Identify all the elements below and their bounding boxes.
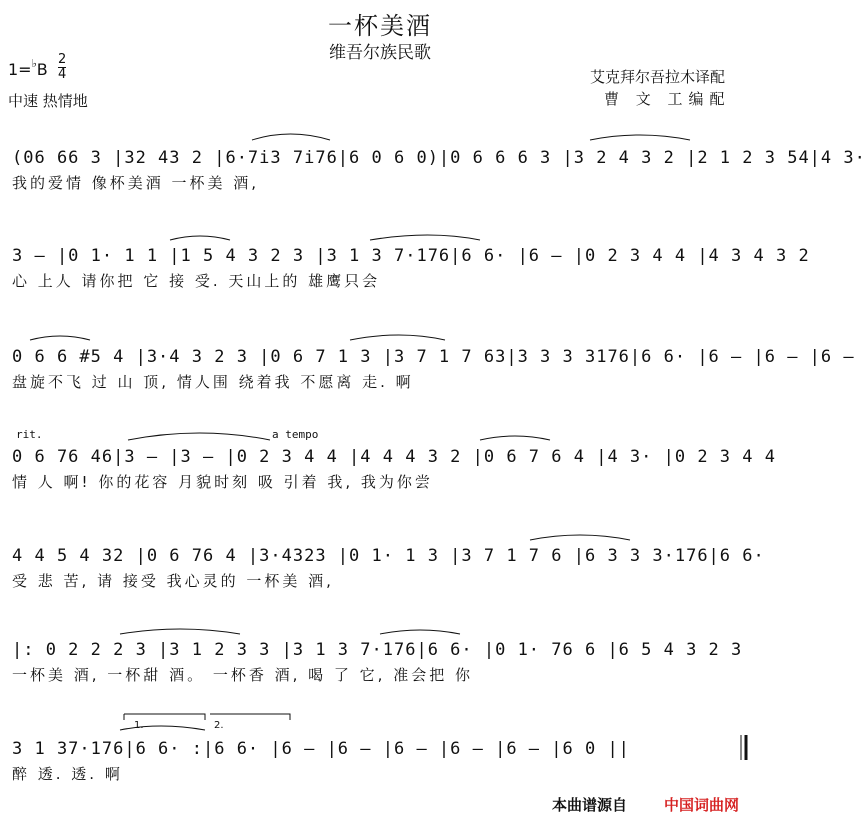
source-label: 本曲谱源自 [552,796,628,814]
notation-line: (06 66 3 |32 43 2 |6·7i3 7i76|6 0 6 0)|0 6 6 6 3 |3 2 4 3 2 |2 1 2 3 54|4 3· [12,148,866,168]
lyrics-line: 醉 透. 透. 啊 [12,765,123,783]
flat-sign: ♭ [31,57,37,70]
a-tempo-marking: a tempo [272,428,319,441]
svg-text:1.: 1. [134,720,144,731]
lyrics-line: 受 悲 苦, 请 接受 我心灵的 一杯美 酒, [12,572,334,590]
page-title: 一杯美酒 [328,12,432,40]
key-note: B [36,60,48,79]
credit-translator: 艾克拜尔吾拉木译配 [590,68,726,86]
notation-line: 4 4 5 4 32 |0 6 76 4 |3·4323 |0 1· 1 3 |3 7 1 7 6 |6 3 3 3·176|6 6· [12,546,765,566]
lyrics-line: 盘旋不飞 过 山 顶, 情人围 绕着我 不愿离 走. 啊 [12,373,414,391]
notation-line: 3 – |0 1· 1 1 |1 5 4 3 2 3 |3 1 3 7·176|6 6· |6 – |0 2 3 4 4 |4 3 4 3 2 [12,246,810,266]
meter-top: 2 [58,52,67,67]
notation-line: 0 6 6 #5 4 |3·4 3 2 3 |0 6 7 1 3 |3 7 1 7 63|3 3 3 3176|6 6· |6 – |6 – |6 – [12,347,855,367]
meter-bottom: 4 [58,67,67,82]
lyrics-line: 一杯美 酒, 一杯甜 酒。 一杯香 酒, 喝 了 它, 准会把 你 [12,666,473,684]
tempo-marking: 中速 热情地 [8,92,88,110]
notation-line: 0 6 76 46|3 – |3 – |0 2 3 4 4 |4 4 4 3 2 |0 6 7 6 4 |4 3· |0 2 3 4 4 [12,447,776,467]
notation-line: |: 0 2 2 2 3 |3 1 2 3 3 |3 1 3 7·176|6 6· |0 1· 76 6 |6 5 4 3 2 3 [12,640,748,661]
rit-marking: rit. [16,428,43,441]
source-site-link[interactable]: 中国词曲网 [664,796,740,814]
subtitle: 维吾尔族民歌 [329,43,431,63]
lyrics-line: 我的爱情 像杯美酒 一杯美 酒, [12,174,260,192]
credit-arranger: 曹 文 工编配 [604,90,731,108]
key-prefix: 1= [8,60,32,79]
lyrics-line: 心 上人 请你把 它 接 受. 天山上的 雄鹰只会 [12,272,381,290]
lyrics-line: 情 人 啊! 你的花容 月貌时刻 吸 引着 我, 我为你尝 [12,473,433,491]
svg-text:2.: 2. [214,720,224,731]
notation-line: 3 1 37·176|6 6· :|6 6· |6 – |6 – |6 – |6 – |6 – |6 0 || [12,739,748,760]
